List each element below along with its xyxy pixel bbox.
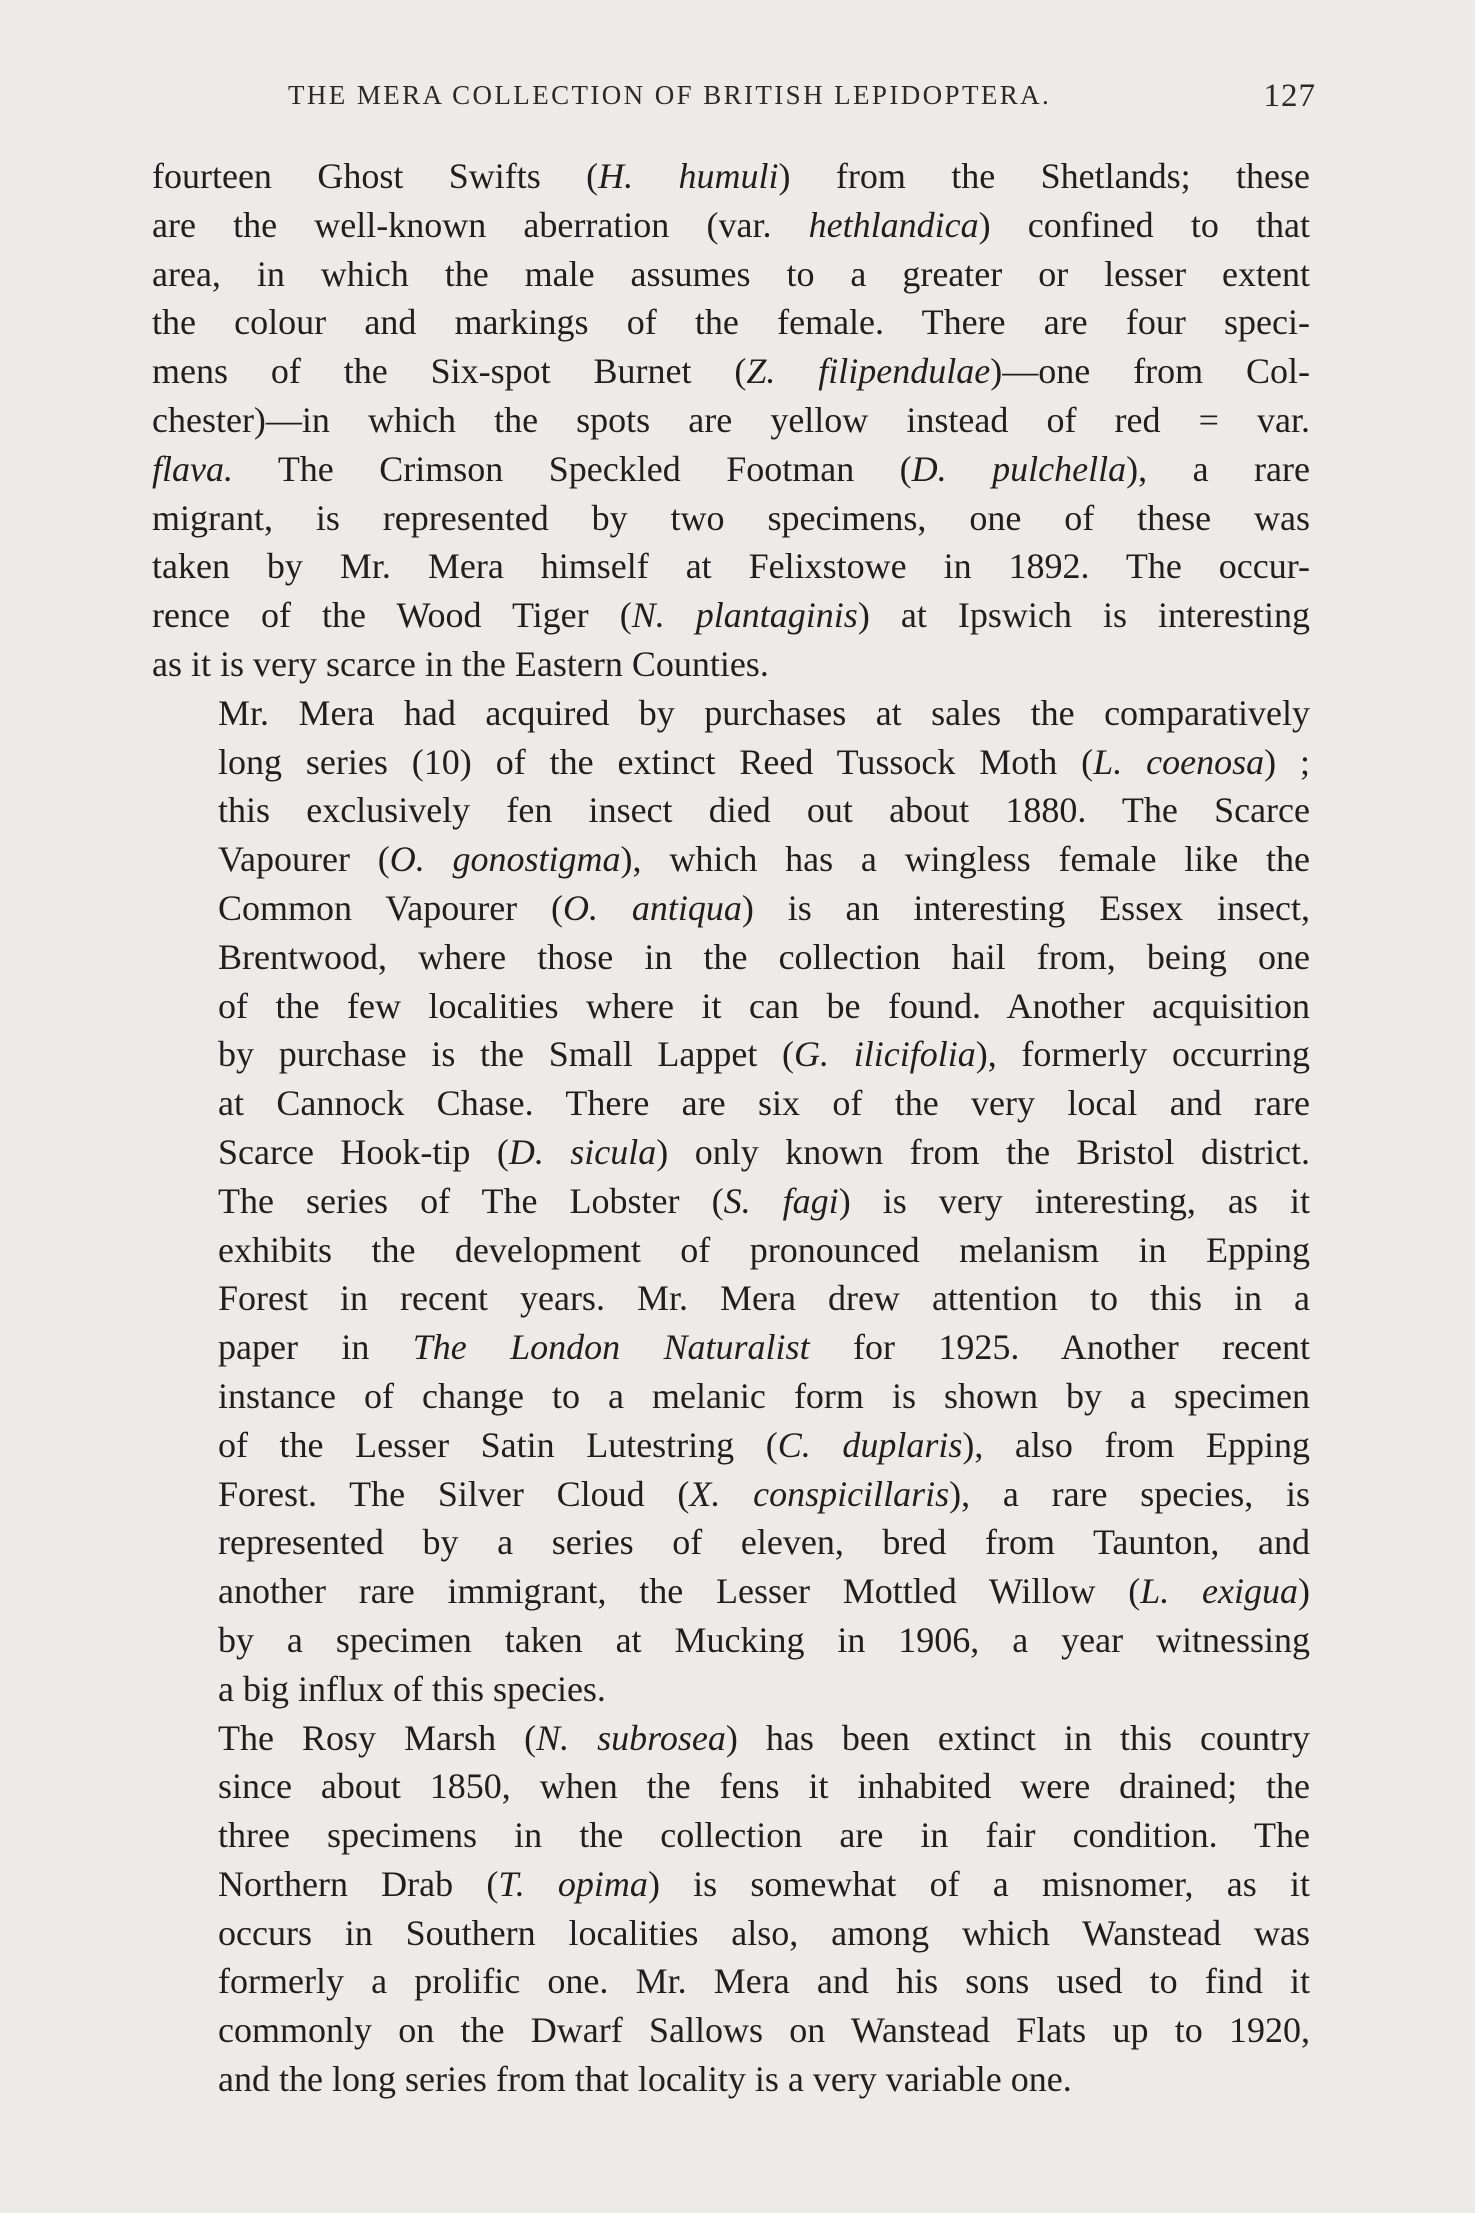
- body-text: [152, 152, 1310, 2104]
- text-run: as it is very scarce in the Eastern Counties.: [152, 643, 769, 684]
- text-run: ) is very interesting, as it: [838, 1180, 1310, 1221]
- text-line: [152, 298, 1310, 347]
- text-run: ) has been extinct in this country: [725, 1717, 1310, 1758]
- text-run: The Crimson Speckled Footman (: [232, 448, 912, 489]
- text-run: the colour and markings of the female. There are four speci-: [152, 302, 1310, 343]
- text-line: [152, 689, 1310, 738]
- text-line: [152, 1762, 1310, 1811]
- text-run: ) only known from the Bristol district.: [656, 1131, 1310, 1172]
- text-run: ) at Ipswich is interesting: [857, 595, 1311, 636]
- italic-name: G. ilicifolia: [794, 1034, 976, 1075]
- text-run: ), which has a wingless female like the: [620, 839, 1310, 880]
- text-run: another rare immigrant, the Lesser Mottled Willow (: [218, 1571, 1141, 1612]
- text-line: [152, 1128, 1310, 1177]
- text-run: )—one from Col-: [990, 351, 1310, 392]
- text-line: [152, 1226, 1310, 1275]
- text-line: [152, 738, 1310, 787]
- text-run: rence of the Wood Tiger (: [152, 595, 632, 636]
- italic-name: L. exigua: [1140, 1571, 1298, 1612]
- text-run: since about 1850, when the fens it inhabited were drained; the: [218, 1766, 1310, 1807]
- text-line: [152, 1274, 1310, 1323]
- text-run: Northern Drab (: [218, 1863, 499, 1904]
- italic-name: hethlandica: [808, 204, 979, 245]
- text-line: [152, 1518, 1310, 1567]
- text-run: migrant, is represented by two specimens, one of these was: [152, 497, 1310, 538]
- italic-name: X. conspicillaris: [689, 1473, 950, 1514]
- italic-name: C. duplaris: [777, 1424, 963, 1465]
- text-line: [152, 152, 1310, 201]
- italic-name: T. opima: [498, 1863, 648, 1904]
- text-run: area, in which the male assumes to a greater or lesser extent: [152, 253, 1310, 294]
- italic-name: N. subrosea: [536, 1717, 726, 1758]
- text-line: [152, 1421, 1310, 1470]
- text-run: for 1925. Another recent: [809, 1327, 1311, 1368]
- text-run: mens of the Six-spot Burnet (: [152, 351, 747, 392]
- text-run: ) confined to that: [978, 204, 1310, 245]
- text-line: [152, 396, 1310, 445]
- text-run: Mr. Mera had acquired by purchases at sales the comparatively: [218, 692, 1310, 733]
- text-run: of the Lesser Satin Lutestring (: [218, 1424, 778, 1465]
- text-run: and the long series from that locality is a very variable one.: [218, 2059, 1072, 2100]
- text-run: by purchase is the Small Lappet (: [218, 1034, 795, 1075]
- text-line: [152, 445, 1310, 494]
- italic-name: O. gonostigma: [389, 839, 621, 880]
- text-line: [152, 1957, 1310, 2006]
- paragraph: [152, 689, 1310, 1714]
- italic-name: D. sicula: [508, 1131, 657, 1172]
- text-line: [152, 542, 1310, 591]
- text-run: Vapourer (: [218, 839, 390, 880]
- text-line: [152, 786, 1310, 835]
- text-run: at Cannock Chase. There are six of the very local and rare: [218, 1083, 1310, 1124]
- italic-name: D. pulchella: [911, 448, 1127, 489]
- text-line: [152, 2055, 1310, 2104]
- text-run: paper in: [218, 1327, 413, 1368]
- text-line: [152, 347, 1310, 396]
- text-line: [152, 884, 1310, 933]
- text-line: [152, 1811, 1310, 1860]
- text-run: ), a rare species, is: [949, 1473, 1310, 1514]
- text-run: ) is somewhat of a misnomer, as it: [647, 1863, 1310, 1904]
- text-line: [152, 933, 1310, 982]
- italic-name: O. antiqua: [563, 887, 742, 928]
- text-run: commonly on the Dwarf Sallows on Wanstead Flats up to 1920,: [218, 2010, 1310, 2051]
- text-run: ), a rare: [1126, 448, 1310, 489]
- text-run: chester)—in which the spots are yellow instead of red = var.: [152, 399, 1310, 440]
- text-run: fourteen Ghost Swifts (: [152, 156, 599, 196]
- text-run: ) from the Shetlands; these: [778, 156, 1310, 196]
- text-run: represented by a series of eleven, bred from Taunton, and: [218, 1522, 1310, 1563]
- text-run: Forest. The Silver Cloud (: [218, 1473, 690, 1514]
- text-run: Common Vapourer (: [218, 887, 563, 928]
- text-run: of the few localities where it can be found. Another acquisition: [218, 985, 1310, 1026]
- page-number: 127: [1263, 78, 1316, 114]
- text-line: [152, 1616, 1310, 1665]
- text-run: The series of The Lobster (: [218, 1180, 724, 1221]
- text-run: ): [1298, 1571, 1310, 1612]
- text-line: [152, 835, 1310, 884]
- text-line: [152, 201, 1310, 250]
- text-run: Forest in recent years. Mr. Mera drew attention to this in a: [218, 1278, 1310, 1319]
- text-line: [152, 591, 1310, 640]
- text-line: [152, 1665, 1310, 1714]
- text-run: Brentwood, where those in the collection hail from, being one: [218, 936, 1310, 977]
- text-run: occurs in Southern localities also, among which Wanstead was: [218, 1912, 1310, 1953]
- text-line: [152, 1030, 1310, 1079]
- text-run: long series (10) of the extinct Reed Tussock Moth (: [218, 741, 1094, 782]
- text-run: ), also from Epping: [962, 1424, 1310, 1465]
- text-run: ), formerly occurring: [975, 1034, 1310, 1075]
- text-line: [152, 1860, 1310, 1909]
- italic-name: N. plantaginis: [631, 595, 858, 636]
- text-line: [152, 250, 1310, 299]
- text-line: [152, 1714, 1310, 1763]
- text-run: instance of change to a melanic form is shown by a specimen: [218, 1375, 1310, 1416]
- running-title: THE MERA COLLECTION OF BRITISH LEPIDOPTERA.: [288, 80, 1052, 110]
- text-run: taken by Mr. Mera himself at Felixstowe in 1892. The occur-: [152, 546, 1310, 587]
- italic-name: S. fagi: [723, 1180, 839, 1221]
- text-run: ) ;: [1264, 741, 1310, 782]
- text-line: [152, 1177, 1310, 1226]
- italic-name: flava.: [152, 448, 233, 489]
- text-line: [152, 1470, 1310, 1519]
- text-line: [152, 494, 1310, 543]
- text-run: a big influx of this species.: [218, 1668, 606, 1709]
- paragraph: [152, 1714, 1310, 2104]
- text-line: [152, 2006, 1310, 2055]
- text-line: [152, 1909, 1310, 1958]
- text-run: exhibits the development of pronounced melanism in Epping: [218, 1229, 1310, 1270]
- text-line: [152, 1567, 1310, 1616]
- text-line: [152, 1079, 1310, 1128]
- text-run: three specimens in the collection are in fair condition. The: [218, 1815, 1310, 1856]
- text-run: this exclusively fen insect died out about 1880. The Scarce: [218, 790, 1310, 831]
- running-head: [288, 80, 1336, 120]
- text-run: Scarce Hook-tip (: [218, 1131, 509, 1172]
- italic-name: H. humuli: [598, 156, 779, 196]
- italic-name: L. coenosa: [1093, 741, 1265, 782]
- text-run: formerly a prolific one. Mr. Mera and his sons used to find it: [218, 1961, 1310, 2002]
- text-run: by a specimen taken at Mucking in 1906, a year witnessing: [218, 1619, 1310, 1660]
- italic-name: The London Naturalist: [412, 1327, 810, 1368]
- text-line: [152, 1323, 1310, 1372]
- text-run: ) is an interesting Essex insect,: [741, 887, 1310, 928]
- text-run: are the well-known aberration (var.: [152, 204, 809, 245]
- text-line: [152, 982, 1310, 1031]
- text-run: The Rosy Marsh (: [218, 1717, 537, 1758]
- paragraph: [152, 152, 1310, 689]
- italic-name: Z. filipendulae: [746, 351, 991, 392]
- text-line: [152, 1372, 1310, 1421]
- text-line: [152, 640, 1310, 689]
